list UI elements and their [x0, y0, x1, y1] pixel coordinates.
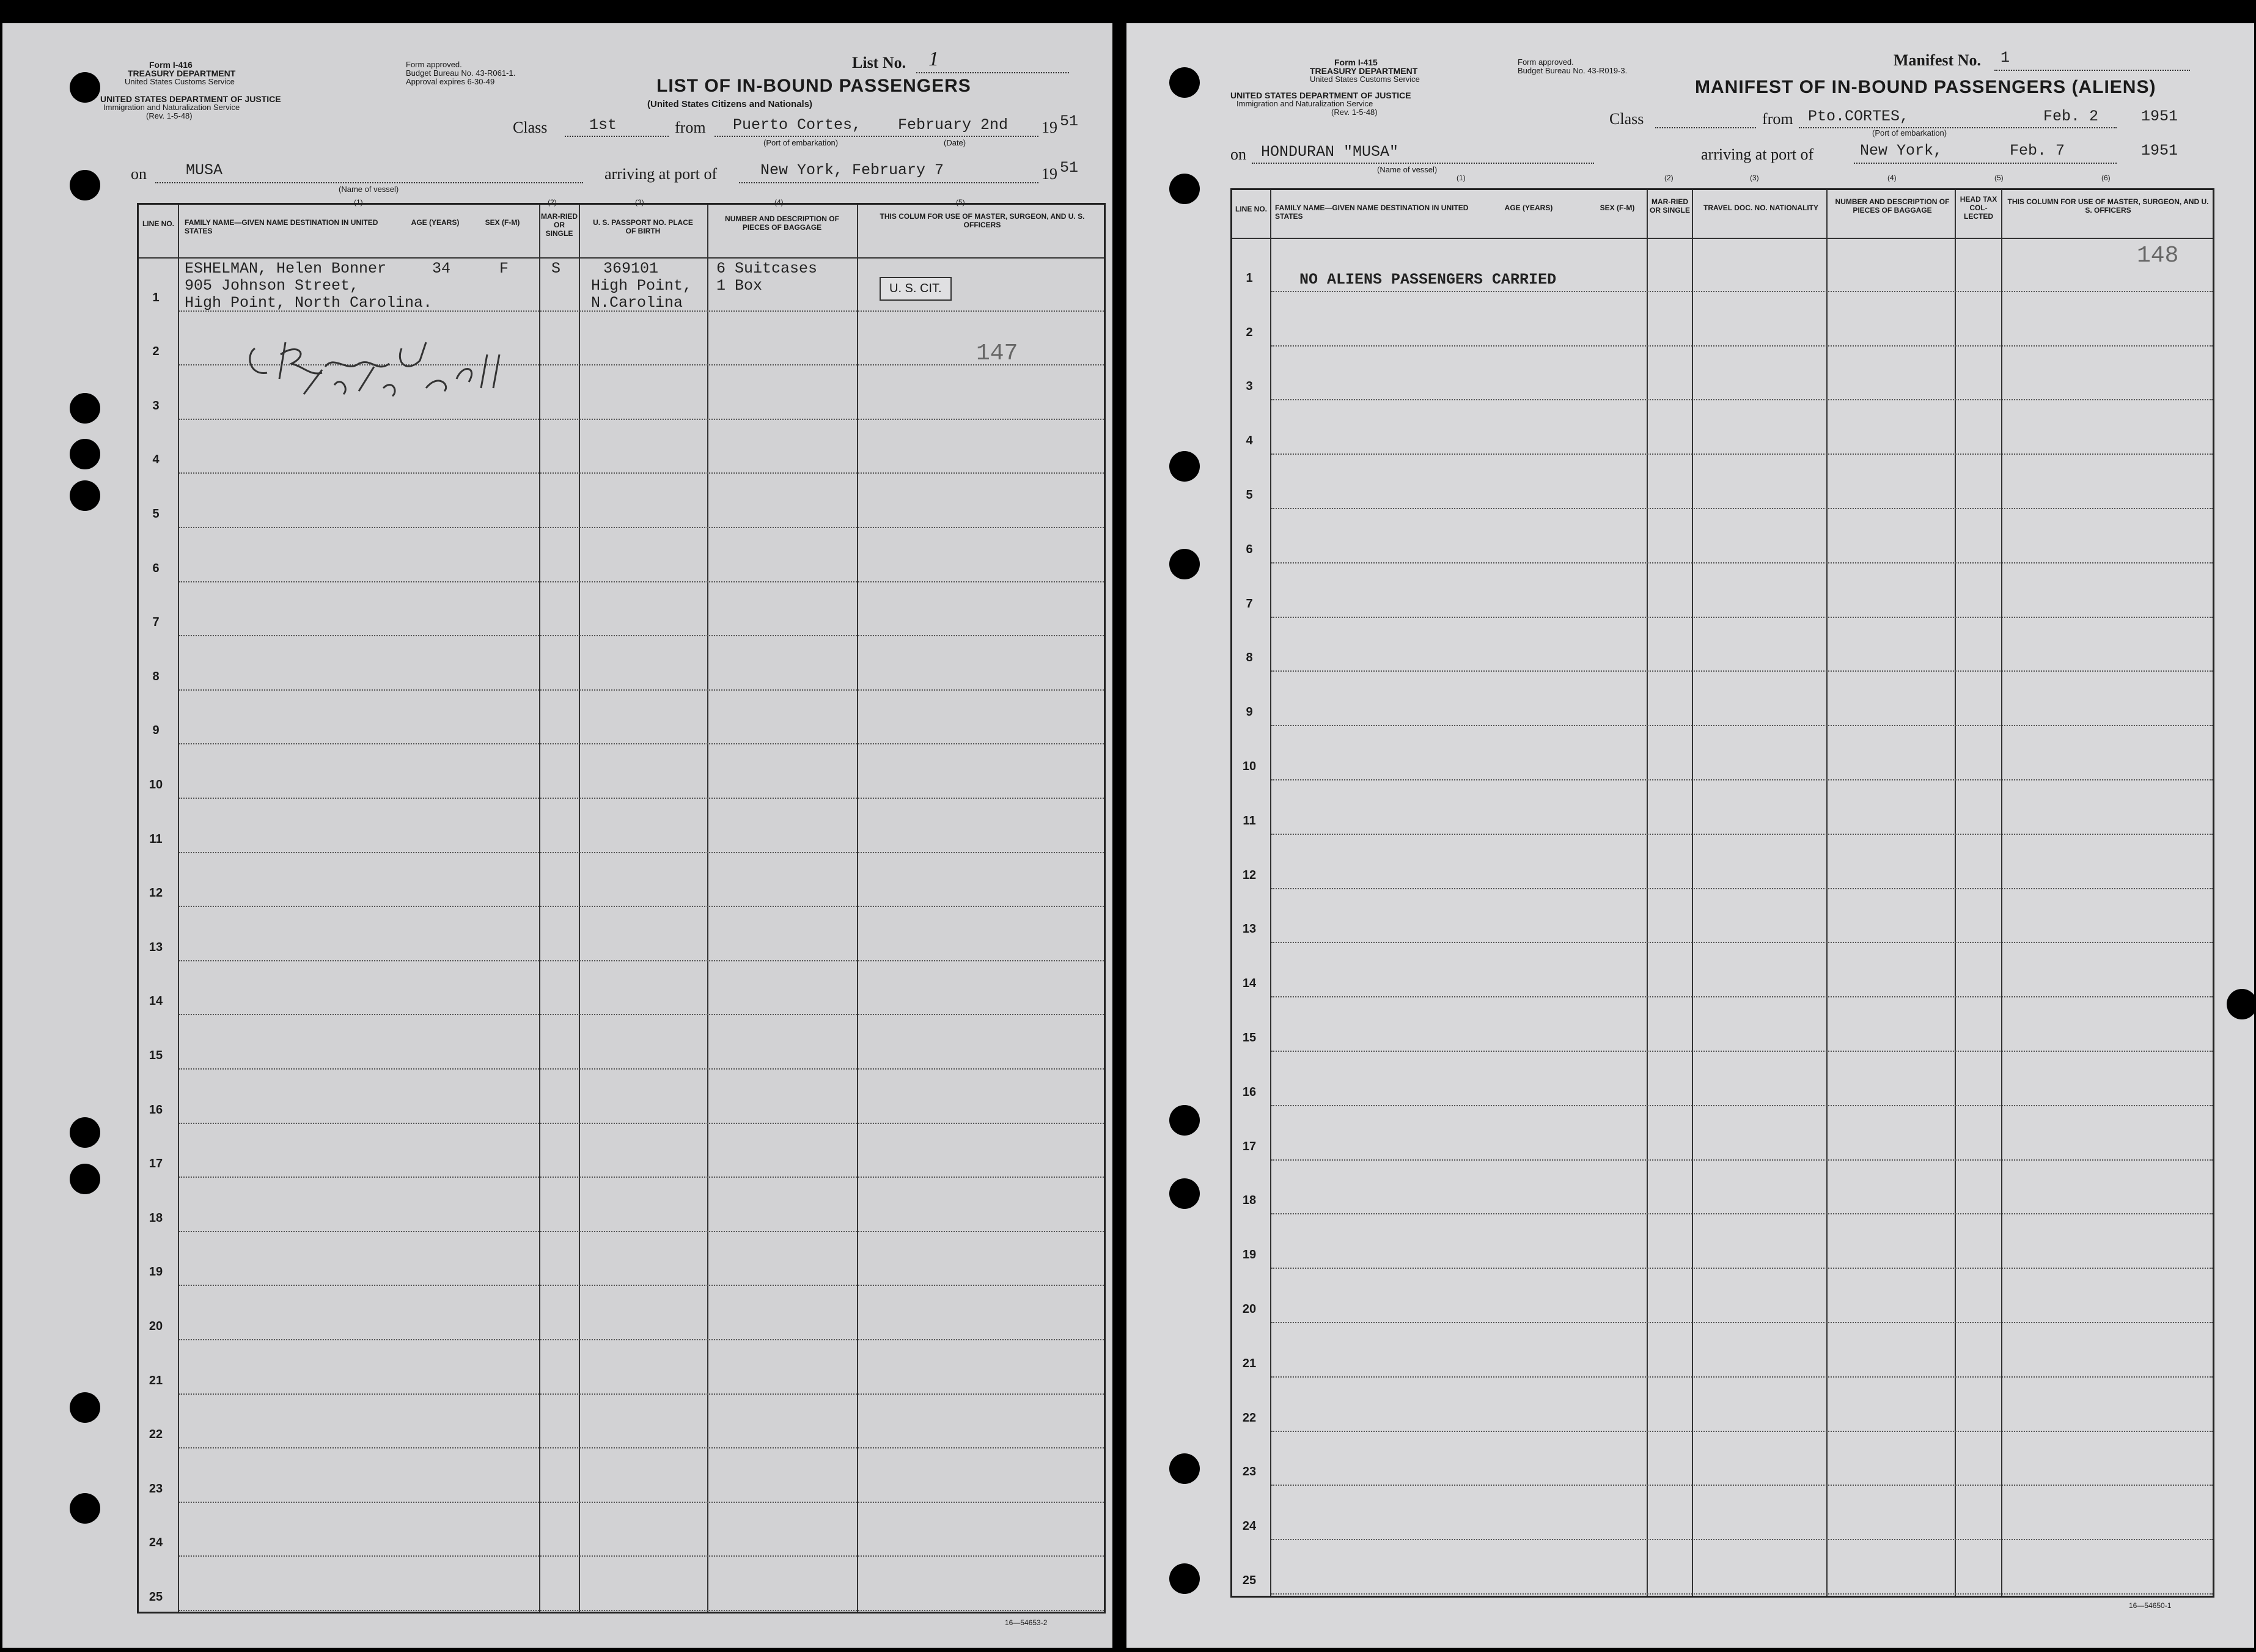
arriving-label: arriving at port of: [1701, 145, 1814, 163]
row-number: 8: [152, 669, 160, 683]
passenger-address-2: High Point, North Carolina.: [185, 294, 433, 312]
row-line: [179, 1393, 1104, 1395]
row-line: [1271, 996, 2213, 997]
class-line: [1655, 127, 1756, 128]
row-number: 4: [152, 453, 160, 467]
no-aliens-notice: NO ALIENS PASSENGERS CARRIED: [1299, 271, 1557, 288]
row-number: 22: [1242, 1411, 1257, 1425]
row-line: [1271, 942, 2213, 943]
row-number: 23: [149, 1481, 163, 1496]
port-embark-caption: (Port of embarkation): [763, 138, 839, 147]
row-line: [1271, 1539, 2213, 1540]
row-number: 20: [149, 1320, 163, 1333]
year-value: 51: [1060, 112, 1079, 130]
arrival-year: 1951: [2141, 142, 2178, 160]
arrival-line: [739, 182, 1038, 183]
row-line: [179, 1285, 1104, 1286]
port-embark-caption: (Port of embarkation): [1872, 128, 1947, 138]
row-number: 25: [149, 1590, 163, 1604]
row-line: [179, 1123, 1104, 1124]
col-num-5: (5): [1994, 174, 2004, 182]
revision-date: (Rev. 1-5-48): [1331, 108, 1378, 117]
row-line: [1271, 1105, 2213, 1106]
col-travel-doc: TRAVEL DOC. NO. NATIONALITY: [1703, 204, 1818, 212]
col-num-1: (1): [354, 198, 363, 207]
row-number: 12: [149, 886, 163, 900]
manifest-no-line: [1994, 70, 2190, 71]
row-number: 21: [1242, 1356, 1257, 1370]
from-label: from: [1762, 110, 1793, 128]
col-baggage: NUMBER AND DESCRIPTION OF PIECES OF BAGGAGE: [1835, 197, 1950, 215]
row-number: 16: [149, 1103, 163, 1117]
row-line: [179, 1447, 1104, 1448]
row-line: [1271, 345, 2213, 347]
passenger-name: ESHELMAN, Helen Bonner: [185, 260, 387, 277]
handwritten-inspector-signature: [243, 330, 548, 397]
row-line: [179, 635, 1104, 636]
row-number: 7: [152, 615, 160, 630]
arriving-label: arriving at port of: [604, 165, 718, 183]
col-line-no: LINE NO.: [142, 219, 174, 228]
arrival-line: [1854, 163, 2117, 164]
col-num-2: (2): [548, 198, 557, 207]
row-number: 23: [1242, 1465, 1257, 1479]
form-footer: 16—54653-2: [1005, 1618, 1048, 1627]
col-num-3: (3): [635, 198, 644, 207]
row-number: 15: [1242, 1031, 1257, 1044]
row-line: [1271, 1213, 2213, 1214]
row-line: [1271, 1159, 2213, 1161]
passenger-address-1: 905 Johnson Street,: [185, 277, 359, 295]
row-number: 11: [149, 832, 163, 846]
revision-date: (Rev. 1-5-48): [146, 111, 193, 120]
col-name: FAMILY NAME—GIVEN NAME DESTINATION IN UNITED STATES: [185, 218, 378, 235]
row-line: [179, 743, 1104, 744]
form-id: Form I-415: [1334, 57, 1378, 67]
col-age: AGE (YEARS): [1504, 204, 1553, 212]
col-officers: THIS COLUMN FOR USE OF MASTER, SURGEON, AND U. S. OFFICERS: [2007, 197, 2209, 215]
row-line: [179, 689, 1104, 691]
row-line: [179, 960, 1104, 961]
arrival-date: Feb. 7: [2010, 142, 2065, 160]
agency-ins: Immigration and Naturalization Service: [1236, 99, 1373, 108]
row-line: [1271, 1268, 2213, 1269]
agency-treasury: TREASURY DEPARTMENT: [128, 68, 236, 78]
row-number: 9: [152, 724, 160, 738]
row-line: [179, 1177, 1104, 1178]
col-num-2: (2): [1664, 174, 1674, 182]
row-number: 2: [1246, 325, 1253, 339]
row-number: 22: [149, 1428, 163, 1442]
departure-date: Feb. 2: [2043, 108, 2099, 125]
agency-justice: UNITED STATES DEPARTMENT OF JUSTICE: [100, 94, 281, 104]
year-prefix: 19: [1042, 119, 1057, 136]
row-number: 19: [1242, 1248, 1257, 1262]
agency-treasury: TREASURY DEPARTMENT: [1310, 66, 1418, 76]
col-baggage: NUMBER AND DESCRIPTION OF PIECES OF BAGGAGE: [725, 215, 839, 232]
col-num-3: (3): [1750, 174, 1759, 182]
row-line: [179, 472, 1104, 474]
col-sex: SEX (F-M): [485, 218, 520, 227]
row-number: 12: [1242, 868, 1257, 882]
arrival-port: New York,: [1860, 142, 1943, 160]
row-number: 14: [1242, 977, 1257, 991]
row-line: [1271, 834, 2213, 835]
agency-customs: United States Customs Service: [1310, 75, 1420, 84]
page-number: 147: [976, 340, 1018, 367]
row-number: 1: [1246, 271, 1253, 285]
col-num-4: (4): [1887, 174, 1897, 182]
row-number: 16: [1242, 1085, 1257, 1099]
row-line: [179, 906, 1104, 907]
inbound-citizens-list: [2, 23, 1112, 1648]
row-line: [179, 1610, 1104, 1611]
arrival-year: 51: [1060, 159, 1079, 177]
agency-ins: Immigration and Naturalization Service: [103, 103, 240, 112]
row-number: 24: [149, 1536, 163, 1550]
row-line: [179, 1014, 1104, 1015]
list-no-line: [916, 72, 1069, 73]
row-line: [1271, 562, 2213, 564]
row-number: 9: [1246, 705, 1253, 719]
row-line: [179, 419, 1104, 420]
class-label: Class: [1609, 110, 1644, 128]
row-line: [179, 798, 1104, 799]
col-married: MAR-RIED OR SINGLE: [1649, 197, 1690, 215]
page-subtitle: (United States Citizens and Nationals): [647, 99, 813, 109]
row-line: [1271, 1485, 2213, 1486]
row-number: 17: [149, 1157, 163, 1171]
row-line: [1271, 670, 2213, 672]
passport-number: 369101: [603, 260, 659, 277]
col-passport: U. S. PASSPORT NO. PLACE OF BIRTH: [593, 218, 693, 235]
birth-place-1: High Point,: [591, 277, 693, 295]
page-title: LIST OF IN-BOUND PASSENGERS: [656, 76, 971, 96]
departure-date: February 2nd: [898, 116, 1009, 134]
row-line: [1271, 1593, 2213, 1595]
baggage-line-2: 1 Box: [716, 277, 763, 295]
row-number: 25: [1242, 1574, 1257, 1587]
class-value: 1st: [589, 116, 617, 134]
vessel-line: [1252, 163, 1594, 164]
row-number: 20: [1242, 1302, 1257, 1316]
row-number: 1: [152, 290, 160, 304]
arrival-port: New York, February 7: [760, 161, 944, 179]
vessel-line: [155, 182, 583, 183]
row-line: [1271, 888, 2213, 889]
on-label: on: [131, 165, 147, 183]
passenger-table: [137, 203, 1106, 1613]
passenger-sex: F: [499, 260, 509, 277]
row-number: 4: [1246, 434, 1253, 448]
row-number: 18: [1242, 1194, 1257, 1208]
row-line: [179, 852, 1104, 853]
from-label: from: [675, 119, 706, 136]
row-number: 14: [149, 994, 163, 1008]
row-line: [1271, 1322, 2213, 1323]
row-line: [1271, 1051, 2213, 1052]
row-number: 6: [1246, 542, 1253, 556]
row-line: [179, 527, 1104, 528]
list-no-label: List No.: [852, 54, 906, 72]
col-num-4: (4): [774, 198, 784, 207]
row-number: 8: [1246, 651, 1253, 665]
row-number: 24: [1242, 1519, 1257, 1533]
form-id: Form I-416: [149, 60, 193, 70]
row-number: 21: [149, 1373, 163, 1387]
row-number: 3: [1246, 380, 1253, 394]
date-caption: (Date): [944, 138, 966, 147]
row-line: [179, 1555, 1104, 1557]
row-line: [1271, 291, 2213, 292]
row-number: 3: [152, 398, 160, 413]
row-line: [179, 581, 1104, 582]
col-age: AGE (YEARS): [411, 218, 460, 227]
manifest-no-value: 1: [2001, 49, 2010, 67]
row-number: 11: [1243, 813, 1256, 828]
row-line: [1271, 617, 2213, 618]
col-married: MAR-RIED OR SINGLE: [541, 212, 578, 238]
row-number: 7: [1246, 597, 1253, 611]
row-line: [1271, 1376, 2213, 1378]
from-value: Puerto Cortes,: [733, 116, 862, 134]
agency-customs: United States Customs Service: [125, 77, 235, 86]
row-line: [1271, 725, 2213, 726]
vessel-caption: (Name of vessel): [1377, 165, 1438, 174]
row-number: 13: [1242, 922, 1257, 936]
form-footer: 16—54650-1: [2129, 1601, 2172, 1610]
row-number: 19: [149, 1265, 163, 1279]
col-head-tax: HEAD TAX COL-LECTED: [1960, 195, 1997, 221]
birth-place-2: N.Carolina: [591, 294, 683, 312]
col-sex: SEX (F-M): [1600, 204, 1635, 212]
approval-line: Form approved.: [406, 60, 462, 69]
row-number: 6: [152, 561, 160, 575]
row-line: [1271, 399, 2213, 400]
row-line: [1271, 453, 2213, 455]
budget-bureau-no: Budget Bureau No. 43-R019-3.: [1518, 66, 1628, 75]
vessel-caption: (Name of vessel): [339, 185, 399, 194]
class-label: Class: [513, 119, 548, 136]
from-value: Pto.CORTES,: [1808, 108, 1909, 125]
budget-bureau-no: Budget Bureau No. 43-R061-1.: [406, 68, 516, 78]
row-line: [1271, 779, 2213, 780]
year-value: 1951: [2141, 108, 2178, 125]
row-number: 15: [149, 1049, 163, 1062]
baggage-line-1: 6 Suitcases: [716, 260, 818, 277]
row-number: 17: [1242, 1139, 1257, 1153]
us-citizen-stamp: U. S. CIT.: [880, 277, 952, 301]
row-line: [1271, 508, 2213, 509]
from-line: [715, 136, 1038, 137]
vessel-name: MUSA: [186, 161, 223, 179]
agency-justice: UNITED STATES DEPARTMENT OF JUSTICE: [1230, 90, 1411, 100]
col-num-5: (5): [956, 198, 965, 207]
col-num-6: (6): [2101, 174, 2111, 182]
inbound-aliens-manifest: [1126, 23, 2254, 1648]
page-number: 148: [2137, 243, 2179, 269]
row-number: 18: [149, 1211, 163, 1225]
row-line: [1271, 1431, 2213, 1432]
row-number: 5: [152, 507, 160, 521]
row-number: 10: [1242, 760, 1257, 773]
col-name: FAMILY NAME—GIVEN NAME DESTINATION IN UNITED STATES: [1275, 204, 1469, 221]
manifest-no-label: Manifest No.: [1894, 51, 1981, 69]
row-number: 5: [1246, 488, 1253, 502]
row-number: 13: [149, 940, 163, 954]
on-label: on: [1230, 145, 1246, 163]
page-title: MANIFEST OF IN-BOUND PASSENGERS (ALIENS): [1695, 77, 2156, 97]
arrival-year-prefix: 19: [1042, 165, 1057, 183]
col-officers: THIS COLUM FOR USE OF MASTER, SURGEON, AND U. S. OFFICERS: [880, 212, 1085, 229]
col-line-no: LINE NO.: [1235, 205, 1267, 213]
passenger-marital: S: [551, 260, 561, 277]
class-line: [565, 136, 669, 137]
row-line: [179, 1068, 1104, 1070]
passenger-age: 34: [432, 260, 451, 277]
approval-line: Form approved.: [1518, 57, 1574, 67]
row-line: [179, 1502, 1104, 1503]
from-line: [1799, 127, 2117, 128]
aliens-table: [1230, 188, 2214, 1598]
row-line: [179, 1231, 1104, 1232]
approval-expires: Approval expires 6-30-49: [406, 77, 495, 86]
row-line: [179, 1339, 1104, 1340]
row-number: 2: [152, 345, 160, 359]
row-number: 10: [149, 778, 163, 791]
col-num-1: (1): [1457, 174, 1466, 182]
list-no-value: 1: [928, 48, 939, 70]
vessel-name: HONDURAN "MUSA": [1261, 143, 1399, 161]
